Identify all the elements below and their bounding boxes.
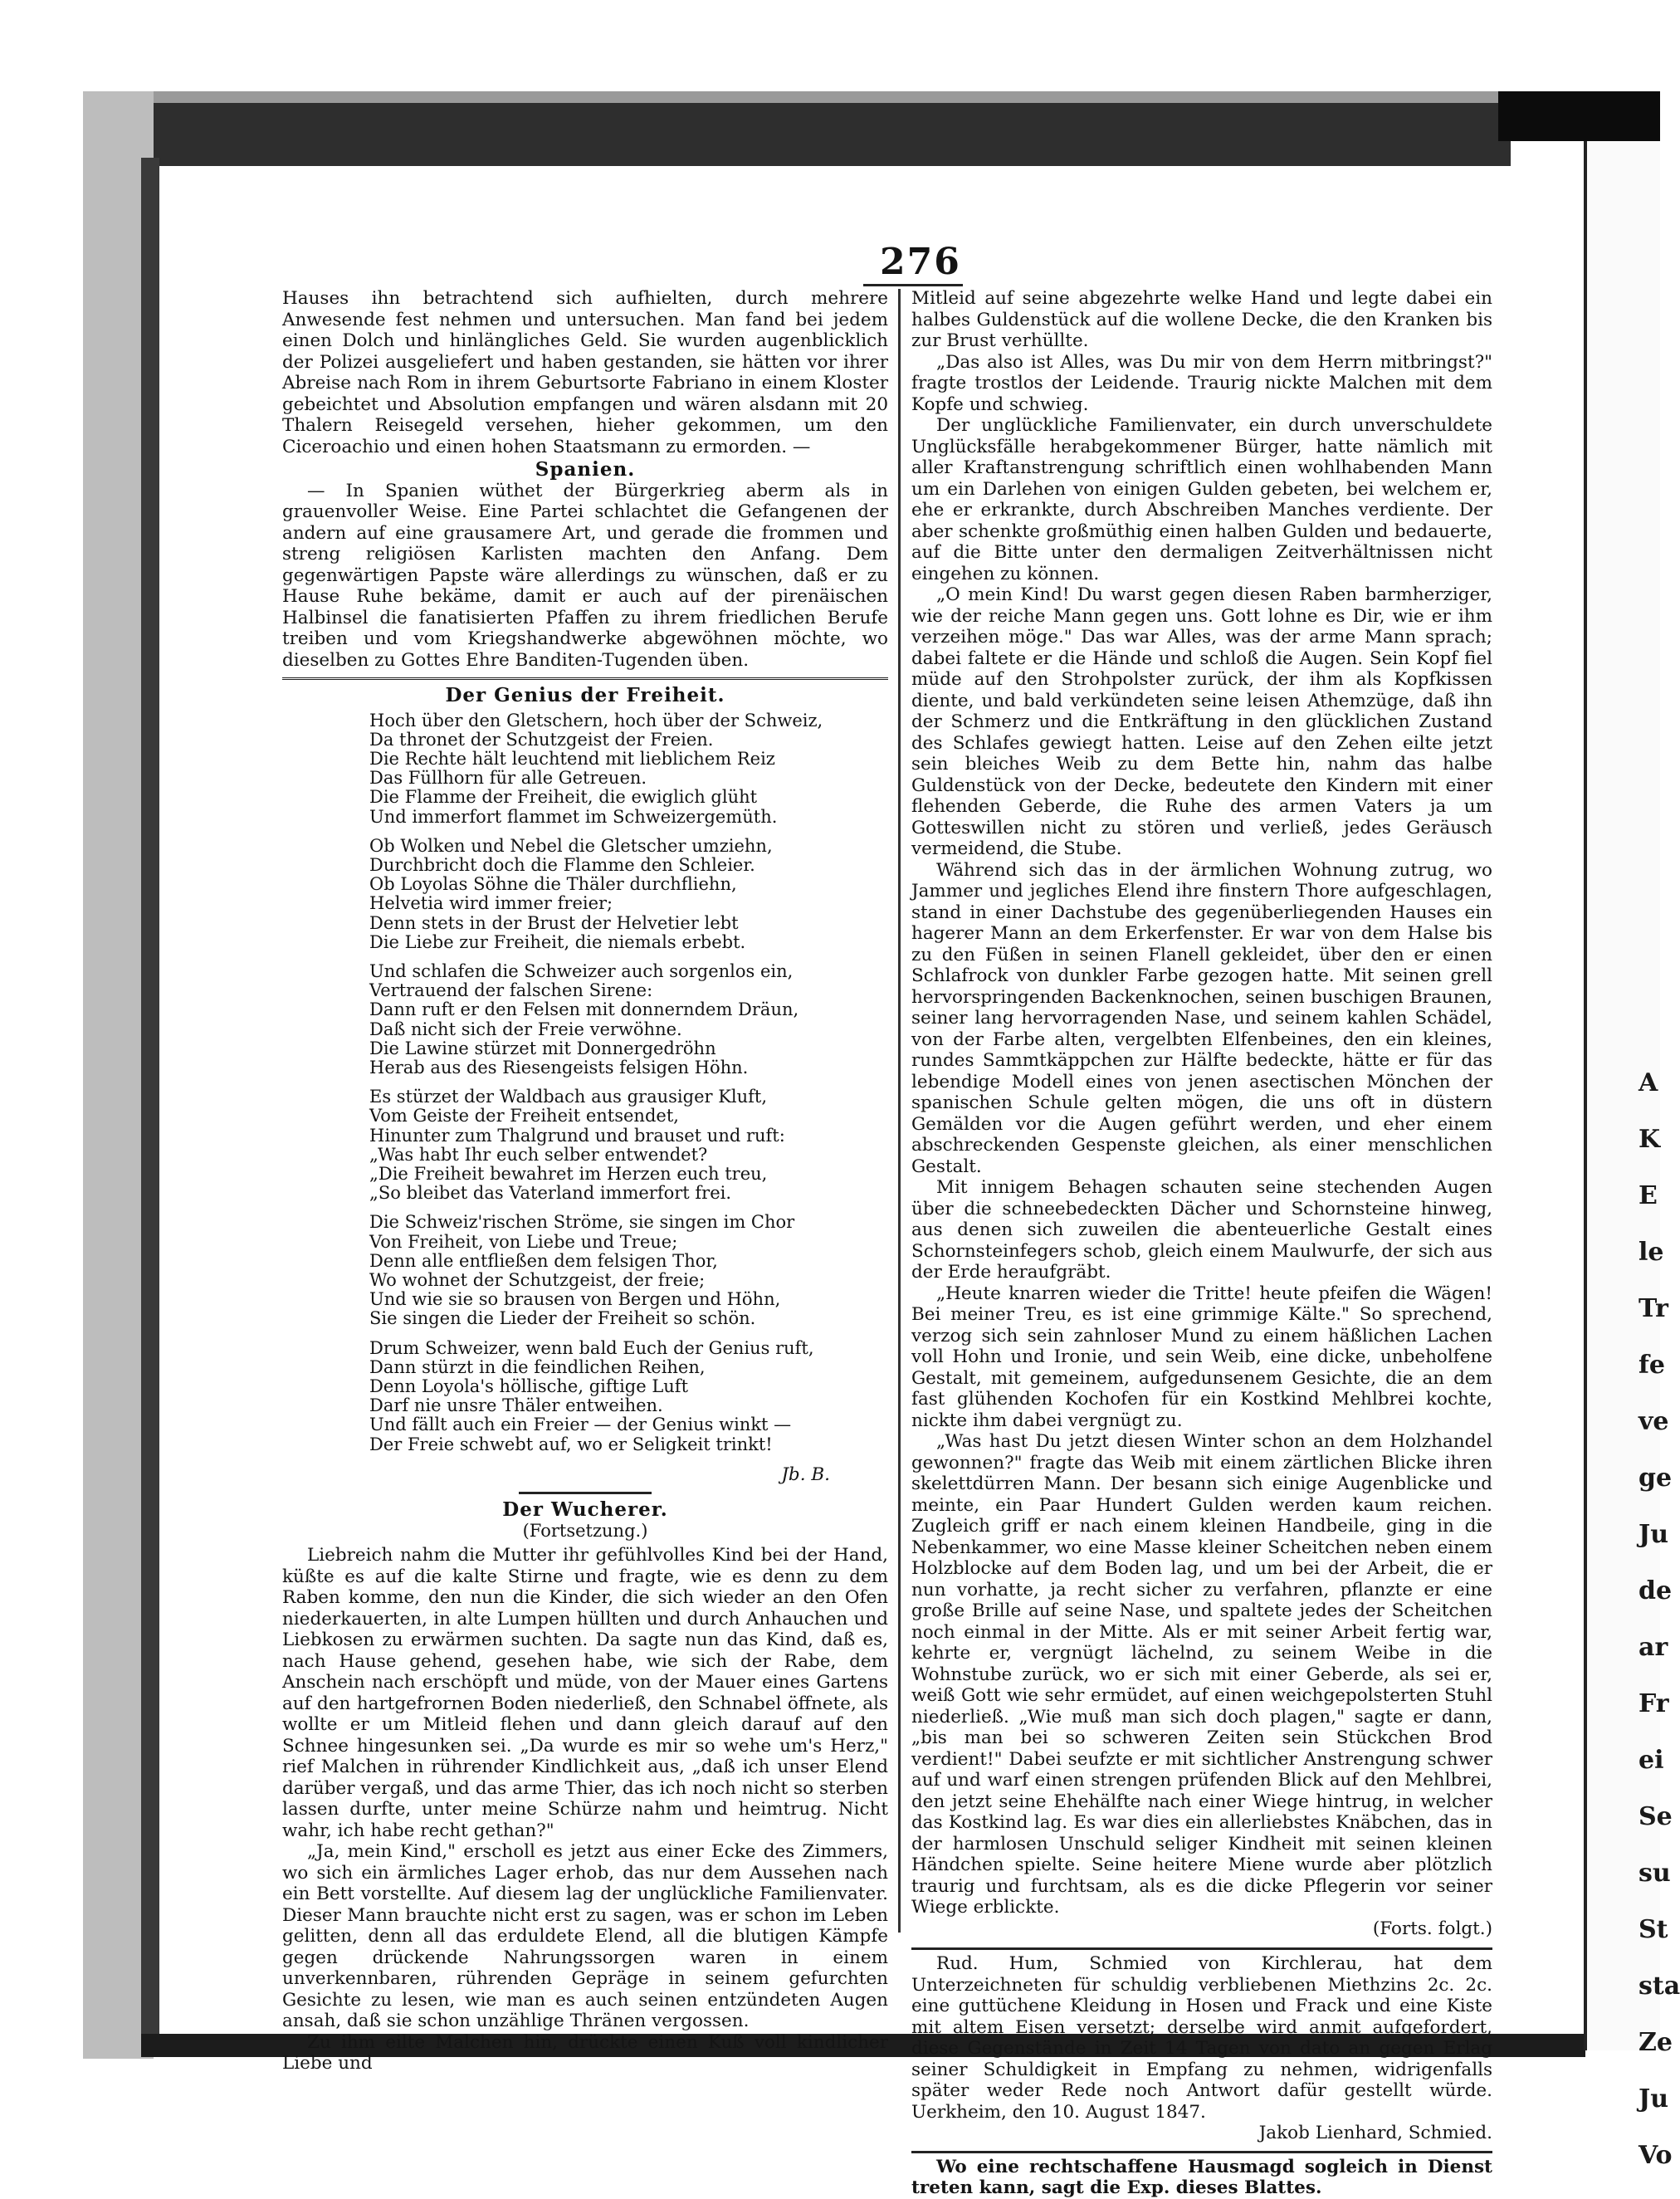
story-paragraph: Während sich das in der ärmlichen Wohnung zutrug, wo Jammer und jegliches Elend ihre finstern Thore aufgeschlagen, stand in einer Dachstube des gegenüberliegenden Hauses ein hagerer Mann an dem Erkerfenster. Er war von dem Halse bis zu den Füßen in seinen Flanell gekleidet, über den er einen Schlafrock von dunkler Farbe gezogen hatte. Mit seinen grell hervorspringenden Backenknochen, seinen buschigen Braunen, seiner lang hervorragenden Nase, und seinem kahlen Schädel, von der Farbe alten, vergelbten Elfenbeines, den ein kleines, rundes Sammtkäppchen zur Hälfte bedeckte, hätte er für das lebendige Modell eines von jenen asectischen Mönchen der spanischen Schule gelten mögen, die uns oft in düstern Gemälden vor die Augen geführt werden, und eher einem abschreckenden Gespenste gleichen, als einer menschlichen Gestalt. <box>911 859 1492 1177</box>
poem-line: Dann ruft er den Felsen mit donnerndem Dräun, <box>369 999 799 1020</box>
story-paragraph: „Heute knarren wieder die Tritte! heute pfeifen die Wägen! Bei meiner Treu, es ist eine grimmige Kälte." So sprechend, verzog sich sein zahnloser Mund zu einem häßlichen Lachen voll Hohn und Ironie, und sein Weib, eine dicke, unbeholfene Gestalt, mit gemeinem, aufgedunsenem Gesichte, die an dem fast glühenden Kochofen für ein Kostkind Mehlbrei kochte, nickte ihm dabei vergnügt zu. <box>911 1283 1492 1431</box>
column-divider <box>898 289 901 1933</box>
notice-text: Rud. Hum, Schmied von Kirchlerau, hat dem Unterzeichneten für schuldig verbliebenen Miethzins 2c. 2c. eine guttüchene Kleidung in Hosen und Frack und eine Kiste mit altem Eisen versetzt; derselbe wird anmit aufgefordert, diese Gegenstände in Zeit 14 Tagen von dato an gegen Erlag seiner Schuldigkeit in Empfang zu nehmen, widrigenfalls später weder Rede noch Antwort dafür gestellt würde. Uerkheim, den 10. August 1847. <box>911 1953 1492 2123</box>
story-paragraph: Liebreich nahm die Mutter ihr gefühlvolles Kind bei der Hand, küßte es auf die kalte Stirne und fragte, wie es denn zu dem Raben komme, den nun die Kinder, die sich wieder an den Ofen niederkauerten, in alte Lumpen hüllten und durch Anhauchen und Liebkosen zu erwärmen suchten. Da sagte nun das Kind, daß es, nach Hause gehend, gesehen habe, wie sich der Rabe, dem Anschein nach erschöpft und müde, von der Mauer eines Gartens auf den hartgefrornen Boden niederließ, den Schnabel öffnete, als wollte er um Mitleid flehen und dann gleich darauf auf den Schnee hingesunken sei. „Da wurde es mir so wehe um's Herz," rief Malchen in rührender Kindlichkeit aus, „daß ich unser Elend darüber vergaß, und das arme Thier, das ich noch nicht so sterben lassen durfte, unter meine Schürze nahm und heimtrug. Nicht wahr, ich habe recht gethan?" <box>282 1545 888 1841</box>
poem-line: Herab aus des Riesengeists felsigen Höhn. <box>369 1057 749 1078</box>
poem-line: Hoch über den Gletschern, hoch über der Schweiz, <box>369 710 823 731</box>
poem-line: Die Rechte hält leuchtend mit lieblichem Reiz <box>369 748 775 769</box>
story-paragraph: „Was hast Du jetzt diesen Winter schon an dem Holzhandel gewonnen?" fragte das Weib mit einem zärtlichen Blicke ihren skelettdürren Mann. Der besann sich einige Augenblicke und meinte, ein Paar Hundert Gulden werden kaum reichen. Zugleich griff er nach einem kleinen Handbeile, ging in die Nebenkammer, wo eine Masse kleiner Scheitchen neben einem Holzblocke auf dem Boden lag, und um bei der Arbeit, die er nun vorhatte, ja recht sicher zu verfahren, pflanzte er eine große Brille auf seine Nase, und spaltete jedes der Scheitchen noch einmal in der Mitte. Als er mit seiner Arbeit fertig war, kehrte er, vergnügt lächelnd, zu seinem Weibe in die Wohnstube zurück, wo er sich mit einer Geberde, als sei er, weiß Gott wie sehr ermüdet, auf einen weichgepolsterten Stuhl niederließ. „Wie muß man sich doch plagen," sagte er dann, „bis man bei so schweren Zeiten sein Stückchen Brod verdient!" Dabei seufzte er mit sichtlicher Anstrengung schwer auf und warf einen strengen prüfenden Blick auf den Mehlbrei, den jetzt seine Ehehälfte nach einer Wiege hintrug, in welcher das Kostkind lag. Es war dies ein allerliebstes Knäbchen, das in der harmlosen Unschuld seliger Kindheit mit seinen kleinen Händchen spielte. Seine heitere Miene wurde aber plötzlich traurig und furchtsam, als es die dicke Pflegerin vor seiner Wiege erblickte. <box>911 1431 1492 1918</box>
story-paragraph: Mit innigem Behagen schauten seine stechenden Augen über die schneebedeckten Dächer und Schornsteine hinweg, aus denen sich zuweilen die abenteuerliche Gestalt eines Schornsteinfegers schob, gleich einem Maulwurfe, der sich aus der Erde heraufgräbt. <box>911 1177 1492 1283</box>
facing-page-fragment: K <box>1638 1125 1661 1154</box>
story-subtitle: (Fortsetzung.) <box>522 1520 648 1541</box>
poem-line: Helvetia wird immer freier; <box>369 893 613 914</box>
facing-page-fragment: St <box>1638 1915 1668 1944</box>
story-paragraph: „O mein Kind! Du warst gegen diesen Raben barmherziger, wie der reiche Mann gegen uns. Gott lohne es Dir, wie er ihm verzeihen möge." Das war Alles, was der arme Mann sprach; dabei faltete er die Hände und schloß die Augen. Sein Kopf fiel müde auf den Strohpolster zurück, der ihm als Kopfkissen diente, und bald verkündeten seine leisen Athemzüge, daß ihn der Schmerz und die Entkräftung in den glücklichen Zustand des Schlafes gewiegt hatten. Leise auf den Zehen eilte jetzt sein bleiches Weib zu dem Bette hin, nahm das halbe Guldenstück von der Decke, bedeutete den Kindern mit einer flehenden Geberde, die Ruhe des armen Vaters ja um Gotteswillen nicht zu stören und verließ, jedes Geräusch vermeidend, die Stube. <box>911 584 1492 859</box>
poem-stanza <box>369 711 888 827</box>
right-column <box>911 288 1492 2199</box>
poem-line: Und wie sie so brausen von Bergen und Höhn, <box>369 1289 781 1310</box>
ad-text: Wo eine rechtschaffene Hausmagd sogleich in Dienst treten kann, sagt die Exp. dieses Blattes. <box>911 2156 1492 2198</box>
poem-line: Dann stürzt in die feindlichen Reihen, <box>369 1356 706 1377</box>
story-paragraph: Der unglückliche Familienvater, ein durch unverschuldete Unglücksfälle herabgekommener Bürger, hatte nämlich mit aller Kraftanstrengung schriftlich einen wohlhabenden Mann um ein Darlehen von einigen Gulden gebeten, bei welchem er, ehe er erkrankte, durch Abschreiben Manches verdiente. Der aber schenkte großmüthig einen halben Gulden und bedauerte, auf die Bitte unter den dermaligen Zeitverhältnissen nicht eingehen zu können. <box>911 415 1492 584</box>
poem-line: Hinunter zum Thalgrund und brauset und ruft: <box>369 1125 785 1146</box>
page-number: 276 <box>880 241 961 283</box>
poem-line: „Die Freiheit bewahret im Herzen euch treu, <box>369 1163 768 1184</box>
poem-line: Wo wohnet der Schutzgeist, der freie; <box>369 1269 706 1290</box>
story-paragraph: Zu ihm eilte Malchen hin, drückte einen Kuß voll kindlicher Liebe und <box>282 2031 888 2074</box>
poem-line: Vom Geiste der Freiheit entsendet, <box>369 1106 679 1126</box>
facing-page-fragment: Ju <box>1638 1520 1669 1549</box>
facing-page-strip <box>1587 141 1680 2170</box>
poem-line: Von Freiheit, von Liebe und Treue; <box>369 1231 678 1252</box>
poem-line: Die Lawine stürzet mit Donnergedröhn <box>369 1038 716 1058</box>
story-paragraph: „Das also ist Alles, was Du mir von dem Herrn mitbringst?" fragte trostlos der Leidende. Traurig nickte Malchen mit dem Kopfe und schwieg. <box>911 351 1492 415</box>
story-paragraph: Mitleid auf seine abgezehrte welke Hand und legte dabei ein halbes Guldenstück auf die wollene Decke, die den Kranken bis zur Brust verhüllte. <box>911 288 1492 351</box>
facing-page-fragment: su <box>1638 1859 1671 1888</box>
notice-signature: Jakob Lienhard, Schmied. <box>1258 2123 1492 2143</box>
facing-page-fragment: Fr <box>1638 1689 1669 1718</box>
poem-signature: Jb. B. <box>781 1464 830 1485</box>
poem-stanza <box>369 1213 888 1328</box>
story-title: Der Wucherer. <box>502 1498 668 1522</box>
poem-line: Und immerfort flammet im Schweizergemüth. <box>369 806 778 827</box>
poem-line: Drum Schweizer, wenn bald Euch der Genius ruft, <box>369 1337 814 1358</box>
facing-page-fragment: ar <box>1638 1633 1668 1662</box>
poem-line: Sie singen die Lieder der Freiheit so schön. <box>369 1308 756 1329</box>
book-spine-shadow <box>141 158 159 2034</box>
scan-corner-block <box>1498 91 1660 141</box>
facing-page-fragment: de <box>1638 1576 1673 1605</box>
facing-page-fragment: E <box>1638 1181 1658 1210</box>
facing-page-fragment: A <box>1638 1068 1658 1097</box>
poem-line: Das Füllhorn für alle Getreuen. <box>369 768 647 789</box>
poem-line: Da thronet der Schutzgeist der Freien. <box>369 729 714 750</box>
legal-notice <box>911 1947 1492 2144</box>
facing-page-fragment: Ze <box>1638 2028 1673 2057</box>
page-number-rule <box>863 284 963 286</box>
poem-line: Darf nie unsre Thäler entweihen. <box>369 1395 663 1416</box>
poem-line: Denn Loyola's höllische, giftige Luft <box>369 1376 689 1396</box>
facing-page-fragment: ve <box>1638 1407 1669 1436</box>
news-continuation: Hauses ihn betrachtend sich aufhielten, durch mehrere Anwesende fest nehmen und untersuchen. Man fand bei jedem einen Dolch und hinlängliches Geld. Sie wurden augenblicklich der Polizei ausgeliefert und haben gestanden, sie hätten vor ihrer Abreise nach Rom in ihrem Geburtsorte Fabriano in einem Kloster gebeichtet und Absolution empfangen und wären alsdann mit 20 Thalern Reisegeld versehen, hieher gekommen, um den Ciceroachio und einen hohen Staatsmann zu ermorden. — <box>282 288 888 457</box>
poem-line: Denn alle entfließen dem felsigen Thor, <box>369 1250 718 1271</box>
poem-line: Und fällt auch ein Freier — der Genius winkt — <box>369 1415 792 1435</box>
poem-line: „Was habt Ihr euch selber entwendet? <box>369 1144 708 1165</box>
facing-page-fragment: ei <box>1638 1746 1664 1775</box>
story-paragraph: „Ja, mein Kind," erscholl es jetzt aus einer Ecke des Zimmers, wo sich ein ärmliches Lager erhob, das nur dem Aussehen nach ein Bett vorstellte. Auf diesem lag der unglückliche Familienvater. Dieser Mann brauchte nicht erst zu sagen, was er schon im Leben gelitten, denn all das erduldete Elend, all die blutigen Kämpfe gegen drückende Nahrungssorgen waren in einem unverkennbaren, rührenden Gepräge in seinem gefurchten Gesichte zu lesen, wie man es auch seinen entzündeten Augen ansah, daß sie schon unzählige Thränen vergossen. <box>282 1841 888 2032</box>
poem-line: Durchbricht doch die Flamme den Schleier. <box>369 854 755 875</box>
poem-line: Ob Loyolas Söhne die Thäler durchfliehn, <box>369 874 737 895</box>
poem-stanza <box>369 962 888 1078</box>
poem-line: Die Liebe zur Freiheit, die niemals erbebt. <box>369 931 746 952</box>
poem-line: Die Flamme der Freiheit, die ewiglich glüht <box>369 787 758 808</box>
facing-page-fragment: sta <box>1638 1972 1680 2001</box>
poem-stanza <box>369 1087 888 1203</box>
facing-page-fragment: Vo <box>1638 2141 1673 2170</box>
poem <box>369 711 888 1454</box>
scan-top-edge <box>83 91 1511 103</box>
poem-line: Der Freie schwebt auf, wo er Seligkeit trinkt! <box>369 1434 773 1454</box>
section-divider <box>282 677 888 680</box>
poem-line: Daß nicht sich der Freie verwöhne. <box>369 1019 682 1039</box>
facing-page-fragment: Ju <box>1638 2084 1669 2113</box>
poem-line: „So bleibet das Vaterland immerfort frei. <box>369 1183 732 1204</box>
facing-page-fragment: ge <box>1638 1464 1673 1493</box>
poem-line: Es stürzet der Waldbach aus grausiger Kluft, <box>369 1087 768 1107</box>
facing-page-fragment: fe <box>1638 1351 1665 1380</box>
spain-heading: Spanien. <box>535 458 636 481</box>
poem-stanza <box>369 837 888 952</box>
facing-page-fragment: le <box>1638 1238 1664 1267</box>
poem-line: Ob Wolken und Nebel die Gletscher umziehn, <box>369 835 773 856</box>
spain-report: — In Spanien wüthet der Bürgerkrieg aberm als in grauenvoller Weise. Eine Partei schlachtet die Gefangenen der andern auf eine grausamere Art, und gerade die frommen und streng religiösen Karlisten machten den Anfang. Dem gegenwärtigen Papste wäre allerdings zu wünschen, daß er zu Hause Ruhe bekäme, damit er auch auf der pirenäischen Halbinsel die fanatisierten Pfaffen zu ihrem friedlichen Berufe treiben und vom Kriegshandwerke abgewöhnen möchte, wo dieselben zu Gottes Ehre Banditen-Tugenden üben. <box>282 480 888 671</box>
left-column <box>282 288 888 2074</box>
continuation-note: (Forts. folgt.) <box>1372 1918 1492 1939</box>
classified-ad <box>911 2151 1492 2199</box>
poem-line: Und schlafen die Schweizer auch sorgenlos ein, <box>369 960 794 981</box>
poem-line: Die Schweiz'rischen Ströme, sie singen im Chor <box>369 1212 795 1233</box>
facing-page-fragment: Se <box>1638 1802 1673 1831</box>
facing-page-fragment: Tr <box>1638 1294 1668 1323</box>
poem-stanza <box>369 1339 888 1454</box>
story-divider <box>519 1492 652 1494</box>
poem-line: Denn stets in der Brust der Helvetier lebt <box>369 912 739 933</box>
poem-line: Vertrauend der falschen Sirene: <box>369 980 653 1001</box>
poem-title: Der Genius der Freiheit. <box>445 684 725 706</box>
